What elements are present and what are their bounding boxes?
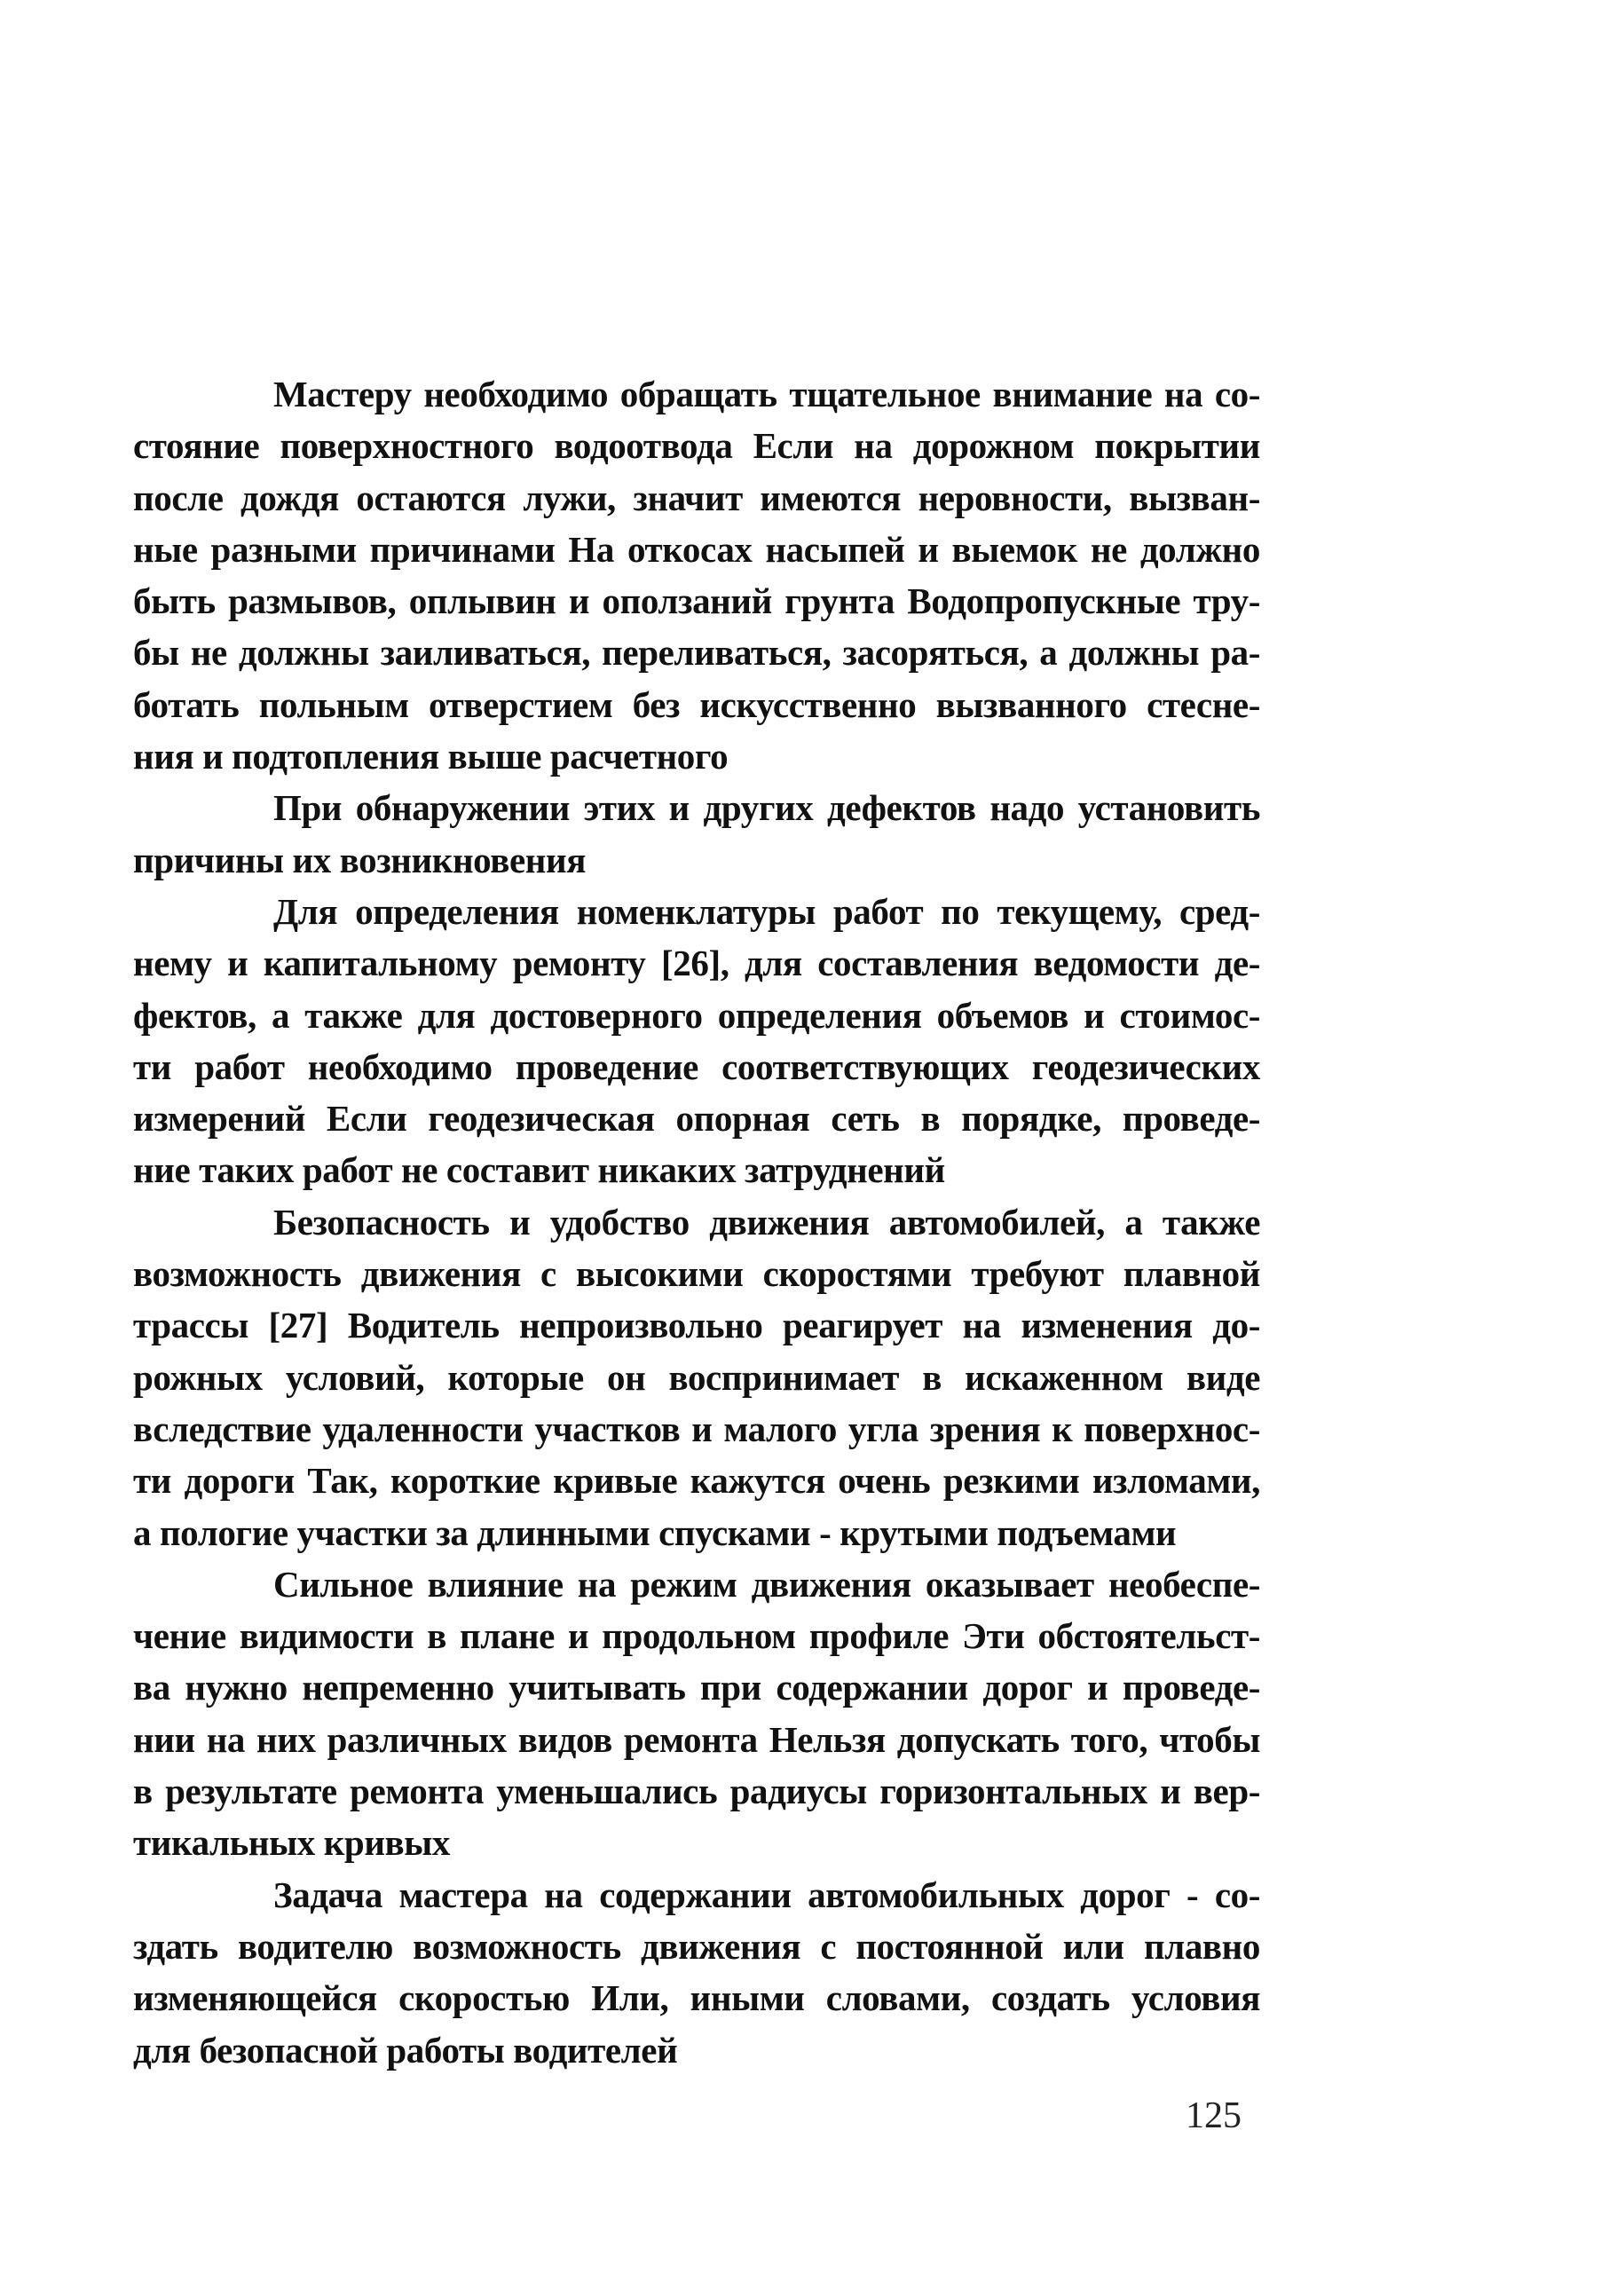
text-line: ботать польным отверстием без искусственно вызванного стесне- (133, 683, 1260, 725)
text-line: тикальных кривых (133, 1822, 450, 1864)
text-line: Для определения номенклатуры работ по текущему, сред- (273, 890, 1260, 932)
text-line: для безопасной работы водителей (133, 2029, 678, 2071)
paragraph-1 (133, 368, 1260, 782)
body-text (133, 368, 1260, 2076)
text-line: нему и капитальному ремонту [26], для составления ведомости де- (133, 943, 1260, 984)
text-line: При обнаружении этих и других дефектов надо установить (273, 787, 1260, 829)
paragraph-4 (133, 1196, 1260, 1558)
text-line: нии на них различных видов ремонта Нельзя допускать того, чтобы (133, 1718, 1260, 1760)
text-line: ти работ необходимо проведение соответствующих геодезических (133, 1045, 1260, 1087)
text-line: а пологие участки за длинными спусками - крутыми подъемами (133, 1511, 1177, 1553)
text-line: чение видимости в плане и продольном профиле Эти обстоятельст- (133, 1615, 1260, 1657)
text-line: Задача мастера на содержании автомобильных дорог - со- (273, 1874, 1260, 1915)
text-line: ные разными причинами На откосах насыпей и выемок не должно (133, 528, 1260, 570)
text-line: быть размывов, оплывин и оползаний грунта Водопропускные тру- (133, 580, 1260, 622)
text-line: бы не должны заиливаться, переливаться, засоряться, а должны ра- (133, 632, 1260, 674)
text-line: изменяющейся скоростью Или, иными словами, создать условия (133, 1977, 1260, 2019)
text-line: в результате ремонта уменьшались радиусы горизонтальных и вер- (133, 1771, 1260, 1812)
paragraph-3 (133, 886, 1260, 1196)
text-line: причины их возникновения (133, 839, 587, 880)
text-line: вследствие удаленности участков и малого угла зрения к поверхнос- (133, 1408, 1260, 1449)
text-line: ти дороги Так, короткие кривые кажутся очень резкими изломами, (133, 1460, 1260, 1502)
paragraph-2 (133, 782, 1260, 886)
text-line: измерений Если геодезическая опорная сеть в порядке, проведе- (133, 1098, 1260, 1140)
text-line: Безопасность и удобство движения автомобилей, а также (273, 1201, 1260, 1243)
text-line: здать водителю возможность движения с постоянной или плавно (133, 1925, 1260, 1967)
text-line: ния и подтопления выше расчетного (133, 736, 729, 777)
paragraph-6 (133, 1869, 1260, 2076)
paragraph-5 (133, 1558, 1260, 1869)
text-line: Сильное влияние на режим движения оказывает необеспе- (273, 1563, 1260, 1605)
text-line: рожных условий, которые он воспринимает в искаженном виде (133, 1356, 1260, 1398)
text-line: после дождя остаются лужи, значит имеются неровности, вызван- (133, 477, 1260, 518)
text-line: возможность движения с высокими скоростями требуют плавной (133, 1253, 1260, 1295)
text-line: ние таких работ не составит никаких затруднений (133, 1149, 945, 1191)
text-line: фектов, а также для достоверного определения объемов и стоимос- (133, 994, 1260, 1036)
text-line: Мастеру необходимо обращать тщательное внимание на со- (273, 374, 1260, 414)
page-number: 125 (1186, 2095, 1242, 2136)
text-line: трассы [27] Водитель непроизвольно реагирует на изменения до- (133, 1305, 1260, 1346)
text-line: стояние поверхностного водоотвода Если на дорожном покрытии (133, 425, 1260, 467)
text-line: ва нужно непременно учитывать при содержании дорог и проведе- (133, 1667, 1260, 1708)
